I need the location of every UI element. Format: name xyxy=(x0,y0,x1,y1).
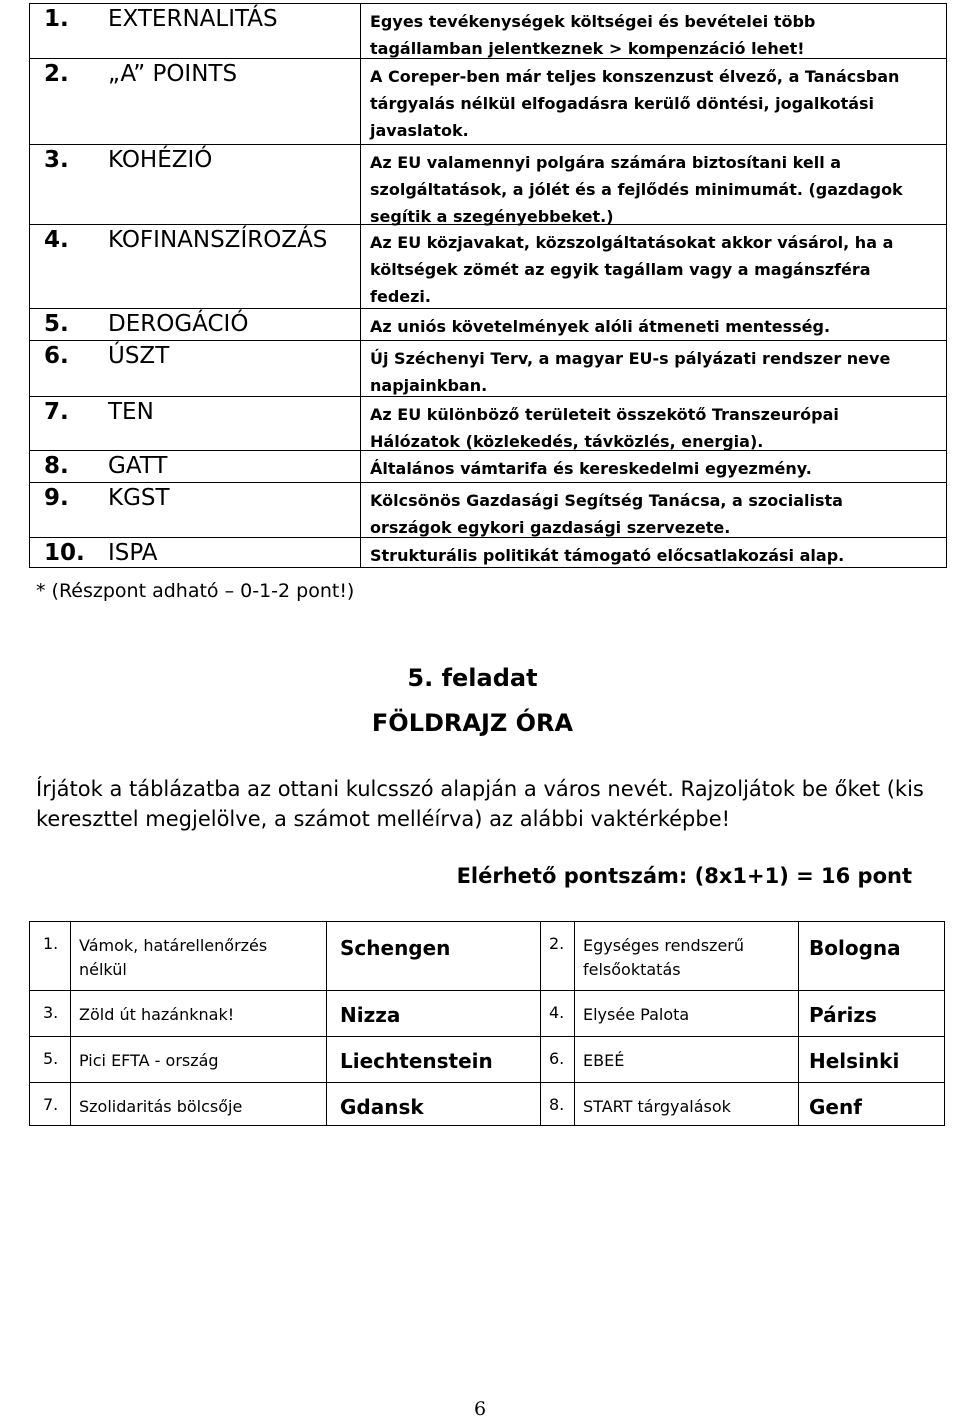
term-name: „A” POINTS xyxy=(108,61,238,87)
city-answer: Schengen xyxy=(340,936,451,960)
term-definition: Egyes tevékenységek költségei és bevételei több tagállamban jelentkeznek > kompenzáció lehet! xyxy=(370,12,816,58)
table-row xyxy=(30,4,946,58)
term-number: 1. xyxy=(44,6,69,32)
clue-text: Zöld út hazánknak! xyxy=(79,1005,235,1024)
term-number: 4. xyxy=(44,227,69,253)
city-answer: Párizs xyxy=(809,1003,877,1027)
city-answer: Nizza xyxy=(340,1003,401,1027)
term-number: 7. xyxy=(44,399,69,425)
term-definition: Az EU különböző területeit összekötő Transzeurópai Hálózatok (közlekedés, távközlés, energia). xyxy=(370,405,839,451)
term-definition: Az EU valamennyi polgára számára biztosítani kell a szolgáltatások, a jólét és a fejlődés minimumát. (gazdagok segítik a szegényebbeket.) xyxy=(370,153,903,226)
city-answer: Liechtenstein xyxy=(340,1049,493,1073)
task-subject: FÖLDRAJZ ÓRA xyxy=(371,709,574,737)
clue-number: 6. xyxy=(549,1049,565,1068)
term-name: EXTERNALITÁS xyxy=(108,6,278,32)
city-answer: Helsinki xyxy=(809,1049,900,1073)
term-name: TEN xyxy=(108,399,154,425)
table-row xyxy=(30,340,946,397)
term-definition: Az EU közjavakat, közszolgáltatásokat akkor vásárol, ha a költségek zömét az egyik tagállam vagy a magánszféra fedezi. xyxy=(370,233,894,306)
term-definition: Strukturális politikát támogató előcsatlakozási alap. xyxy=(370,546,845,565)
terms-table xyxy=(29,3,947,568)
term-number: 9. xyxy=(44,485,69,511)
term-definition: Kölcsönös Gazdasági Segítség Tanácsa, a szocialista országok egykori gazdasági szervezete. xyxy=(370,491,843,537)
term-definition: Új Széchenyi Terv, a magyar EU-s pályázati rendszer neve napjainkban. xyxy=(370,349,891,395)
table-row xyxy=(30,922,944,990)
term-number: 10. xyxy=(44,540,85,566)
clue-text: Pici EFTA - ország xyxy=(79,1051,219,1070)
task-label: 5. feladat xyxy=(407,664,538,692)
clue-text: START tárgyalások xyxy=(583,1097,731,1116)
term-number: 6. xyxy=(44,343,69,369)
clue-number: 7. xyxy=(43,1095,59,1114)
clue-text: Szolidaritás bölcsője xyxy=(79,1097,243,1116)
term-name: GATT xyxy=(108,453,168,479)
page-number: 6 xyxy=(473,1398,487,1420)
table-row xyxy=(30,450,946,483)
table-row xyxy=(30,537,946,569)
term-name: DEROGÁCIÓ xyxy=(108,311,249,337)
table-row xyxy=(30,224,946,309)
table-row xyxy=(30,990,944,1037)
term-definition: A Coreper-ben már teljes konszenzust élvező, a Tanácsban tárgyalás nélkül elfogadásra kerülő döntési, jogalkotási javaslatok. xyxy=(370,67,900,140)
clue-number: 3. xyxy=(43,1003,59,1022)
city-answer: Bologna xyxy=(809,936,901,960)
table-row xyxy=(30,58,946,145)
task-instructions: Írjátok a táblázatba az ottani kulcsszó alapján a város nevét. Rajzoljátok be őket (kis kereszttel megjelölve, a számot melléírva) az alábbi vaktérképbe! xyxy=(36,777,924,831)
partial-score-note: * (Részpont adható – 0-1-2 pont!) xyxy=(36,580,355,602)
term-definition: Általános vámtarifa és kereskedelmi egyezmény. xyxy=(370,459,812,478)
table-row xyxy=(30,482,946,538)
available-points: Elérhető pontszám: (8x1+1) = 16 pont xyxy=(456,864,912,888)
term-number: 2. xyxy=(44,61,69,87)
clue-number: 8. xyxy=(549,1095,565,1114)
term-number: 5. xyxy=(44,311,69,337)
clue-text: EBEÉ xyxy=(583,1051,625,1070)
clue-text: Egységes rendszerű felsőoktatás xyxy=(583,936,744,979)
term-number: 8. xyxy=(44,453,69,479)
clue-number: 1. xyxy=(43,934,59,953)
table-row xyxy=(30,396,946,451)
term-name: KGST xyxy=(108,485,170,511)
term-name: KOFINANSZÍROZÁS xyxy=(108,227,328,253)
table-row xyxy=(30,308,946,341)
clue-number: 5. xyxy=(43,1049,59,1068)
term-name: ÚSZT xyxy=(108,343,170,369)
term-definition: Az uniós követelmények alóli átmeneti mentesség. xyxy=(370,317,831,336)
term-name: ISPA xyxy=(108,540,158,566)
term-name: KOHÉZIÓ xyxy=(108,147,213,173)
term-number: 3. xyxy=(44,147,69,173)
table-row xyxy=(30,1036,944,1083)
clue-text: Vámok, határellenőrzés nélkül xyxy=(79,936,268,979)
clue-text: Elysée Palota xyxy=(583,1005,690,1024)
table-row xyxy=(30,144,946,225)
cities-table xyxy=(29,921,945,1126)
clue-number: 2. xyxy=(549,934,565,953)
clue-number: 4. xyxy=(549,1003,565,1022)
city-answer: Genf xyxy=(809,1095,862,1119)
table-row xyxy=(30,1082,944,1127)
city-answer: Gdansk xyxy=(340,1095,424,1119)
